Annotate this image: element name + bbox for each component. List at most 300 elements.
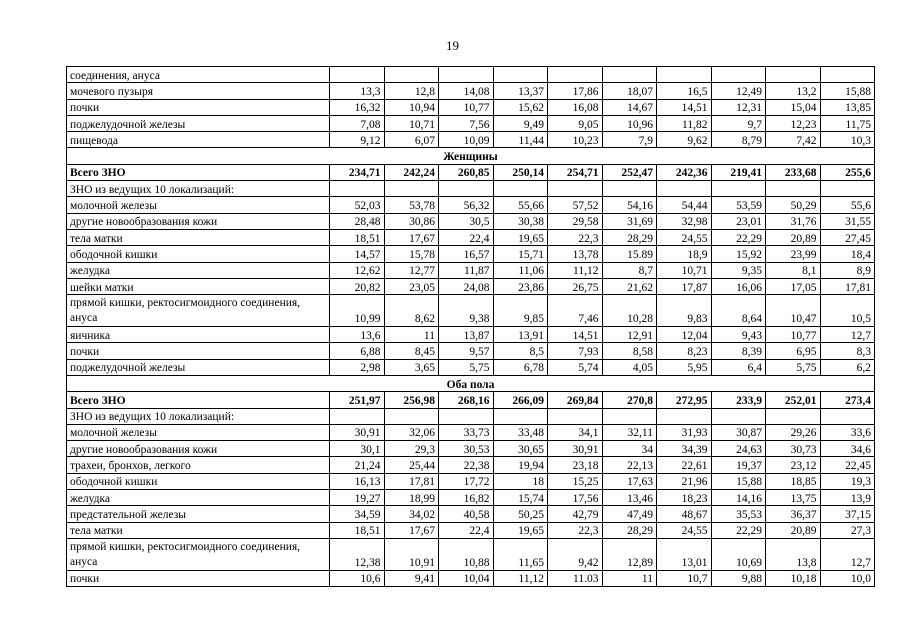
row-label: Всего ЗНО: [67, 164, 330, 180]
value-cell: 14,51: [548, 327, 603, 343]
value-cell: 251,97: [330, 392, 385, 408]
value-cell: 18,51: [330, 229, 385, 245]
value-cell: [820, 67, 875, 83]
table-row: [67, 229, 875, 245]
value-cell: 7,9: [602, 132, 657, 148]
value-cell: 30,65: [493, 441, 548, 457]
value-cell: 15,25: [548, 473, 603, 489]
value-cell: 21,62: [602, 278, 657, 294]
value-cell: 32,98: [657, 213, 712, 229]
value-cell: 13,8: [766, 538, 821, 570]
value-cell: 10,7: [657, 570, 712, 586]
value-cell: 32,06: [384, 424, 439, 440]
value-cell: [439, 408, 494, 424]
value-cell: 16,82: [439, 490, 494, 506]
value-cell: 24,55: [657, 522, 712, 538]
table-row: [67, 278, 875, 294]
value-cell: 20,89: [766, 522, 821, 538]
value-cell: 12,04: [657, 327, 712, 343]
table-row: [67, 115, 875, 131]
value-cell: 8,62: [384, 295, 439, 327]
value-cell: 47,49: [602, 506, 657, 522]
table-row: [67, 441, 875, 457]
row-label: ободочной кишки: [67, 473, 330, 489]
value-cell: 22,29: [711, 522, 766, 538]
value-cell: 233,9: [711, 392, 766, 408]
value-cell: [439, 181, 494, 197]
value-cell: 20,82: [330, 278, 385, 294]
value-cell: 28,48: [330, 213, 385, 229]
value-cell: 10,23: [548, 132, 603, 148]
value-cell: 6,07: [384, 132, 439, 148]
value-cell: 15,74: [493, 490, 548, 506]
table-row: [67, 457, 875, 473]
value-cell: [820, 408, 875, 424]
value-cell: [602, 181, 657, 197]
value-cell: 12,49: [711, 83, 766, 99]
value-cell: 5,74: [548, 359, 603, 375]
section-header-row: [67, 375, 875, 391]
value-cell: 50,29: [766, 197, 821, 213]
value-cell: 17,81: [384, 473, 439, 489]
value-cell: 57,52: [548, 197, 603, 213]
value-cell: 12,38: [330, 538, 385, 570]
value-cell: 10,91: [384, 538, 439, 570]
row-label: желудка: [67, 262, 330, 278]
value-cell: 17,63: [602, 473, 657, 489]
value-cell: 15,92: [711, 246, 766, 262]
value-cell: 10,94: [384, 99, 439, 115]
row-label: молочной железы: [67, 424, 330, 440]
value-cell: [548, 67, 603, 83]
row-label: мочевого пузыря: [67, 83, 330, 99]
value-cell: 23,01: [711, 213, 766, 229]
value-cell: 32,11: [602, 424, 657, 440]
value-cell: 11: [384, 327, 439, 343]
value-cell: 219,41: [711, 164, 766, 180]
row-label: почки: [67, 343, 330, 359]
value-cell: 22,29: [711, 229, 766, 245]
value-cell: 6,88: [330, 343, 385, 359]
value-cell: 7,46: [548, 295, 603, 327]
value-cell: 10,47: [766, 295, 821, 327]
value-cell: 18: [493, 473, 548, 489]
value-cell: 13,75: [766, 490, 821, 506]
table-row: [67, 213, 875, 229]
value-cell: 260,85: [439, 164, 494, 180]
value-cell: 21,96: [657, 473, 712, 489]
row-label: Всего ЗНО: [67, 392, 330, 408]
value-cell: 13,46: [602, 490, 657, 506]
value-cell: 272,95: [657, 392, 712, 408]
value-cell: [548, 408, 603, 424]
value-cell: 12,8: [384, 83, 439, 99]
value-cell: 12,23: [766, 115, 821, 131]
value-cell: 8,58: [602, 343, 657, 359]
value-cell: 8,79: [711, 132, 766, 148]
value-cell: 12,7: [820, 538, 875, 570]
value-cell: [766, 181, 821, 197]
value-cell: 15,88: [711, 473, 766, 489]
value-cell: 252,01: [766, 392, 821, 408]
value-cell: 27,3: [820, 522, 875, 538]
value-cell: 30,91: [330, 424, 385, 440]
value-cell: 6,4: [711, 359, 766, 375]
value-cell: [602, 408, 657, 424]
value-cell: 28,29: [602, 229, 657, 245]
value-cell: 11: [602, 570, 657, 586]
value-cell: 34,1: [548, 424, 603, 440]
row-label: поджелудочной железы: [67, 359, 330, 375]
value-cell: 9,88: [711, 570, 766, 586]
value-cell: 16,13: [330, 473, 385, 489]
value-cell: 15.89: [602, 246, 657, 262]
value-cell: 11.03: [548, 570, 603, 586]
table-row: [67, 473, 875, 489]
incidence-table: [66, 66, 875, 587]
value-cell: [711, 67, 766, 83]
value-cell: 3,65: [384, 359, 439, 375]
total-row: [67, 164, 875, 180]
value-cell: 33,6: [820, 424, 875, 440]
value-cell: 23,05: [384, 278, 439, 294]
value-cell: [602, 67, 657, 83]
value-cell: 54,44: [657, 197, 712, 213]
value-cell: [493, 181, 548, 197]
value-cell: 50,25: [493, 506, 548, 522]
value-cell: 11,82: [657, 115, 712, 131]
value-cell: [657, 181, 712, 197]
value-cell: 4,05: [602, 359, 657, 375]
value-cell: 34,39: [657, 441, 712, 457]
value-cell: 22,45: [820, 457, 875, 473]
value-cell: 22,61: [657, 457, 712, 473]
value-cell: 19,94: [493, 457, 548, 473]
value-cell: 24,55: [657, 229, 712, 245]
row-label: ЗНО из ведущих 10 локализаций:: [67, 181, 330, 197]
value-cell: [384, 181, 439, 197]
row-label: шейки матки: [67, 278, 330, 294]
section-title: Женщины: [67, 148, 875, 164]
table-row: [67, 506, 875, 522]
value-cell: 17,67: [384, 229, 439, 245]
value-cell: 33,48: [493, 424, 548, 440]
value-cell: 9,83: [657, 295, 712, 327]
row-label: поджелудочной железы: [67, 115, 330, 131]
value-cell: 20,89: [766, 229, 821, 245]
value-cell: 24,08: [439, 278, 494, 294]
value-cell: 17,56: [548, 490, 603, 506]
value-cell: 7,42: [766, 132, 821, 148]
value-cell: 29,58: [548, 213, 603, 229]
value-cell: [493, 408, 548, 424]
value-cell: 42,79: [548, 506, 603, 522]
row-label: другие новообразования кожи: [67, 441, 330, 457]
table-row: [67, 197, 875, 213]
value-cell: 8,1: [766, 262, 821, 278]
value-cell: 31,76: [766, 213, 821, 229]
value-cell: 21,24: [330, 457, 385, 473]
value-cell: 27,45: [820, 229, 875, 245]
value-cell: 31,69: [602, 213, 657, 229]
value-cell: 18,99: [384, 490, 439, 506]
value-cell: 30,91: [548, 441, 603, 457]
value-cell: 29,3: [384, 441, 439, 457]
table-row: [67, 570, 875, 586]
value-cell: 10,71: [657, 262, 712, 278]
row-label: предстательной железы: [67, 506, 330, 522]
value-cell: [657, 408, 712, 424]
value-cell: 11,65: [493, 538, 548, 570]
value-cell: 14,57: [330, 246, 385, 262]
value-cell: 10,96: [602, 115, 657, 131]
value-cell: 17,67: [384, 522, 439, 538]
value-cell: 15,71: [493, 246, 548, 262]
value-cell: 10,6: [330, 570, 385, 586]
value-cell: 19,65: [493, 522, 548, 538]
value-cell: 10,71: [384, 115, 439, 131]
value-cell: 35,53: [711, 506, 766, 522]
value-cell: 12,89: [602, 538, 657, 570]
value-cell: 10,18: [766, 570, 821, 586]
row-label: яичника: [67, 327, 330, 343]
value-cell: 9,62: [657, 132, 712, 148]
value-cell: 17,72: [439, 473, 494, 489]
value-cell: [820, 181, 875, 197]
value-cell: [711, 181, 766, 197]
value-cell: 9,49: [493, 115, 548, 131]
table-row: [67, 490, 875, 506]
value-cell: 10,28: [602, 295, 657, 327]
value-cell: 37,15: [820, 506, 875, 522]
value-cell: 13,2: [766, 83, 821, 99]
value-cell: 10,77: [439, 99, 494, 115]
value-cell: 13,85: [820, 99, 875, 115]
value-cell: 23,18: [548, 457, 603, 473]
value-cell: 255,6: [820, 164, 875, 180]
row-label: тела матки: [67, 229, 330, 245]
value-cell: [548, 181, 603, 197]
row-label: тела матки: [67, 522, 330, 538]
value-cell: 6,95: [766, 343, 821, 359]
value-cell: [439, 67, 494, 83]
table-row: [67, 522, 875, 538]
value-cell: 13,6: [330, 327, 385, 343]
table-row: [67, 181, 875, 197]
value-cell: 268,16: [439, 392, 494, 408]
value-cell: [330, 181, 385, 197]
value-cell: 8,3: [820, 343, 875, 359]
value-cell: 29,26: [766, 424, 821, 440]
value-cell: 12,91: [602, 327, 657, 343]
value-cell: 15,78: [384, 246, 439, 262]
value-cell: 18,51: [330, 522, 385, 538]
value-cell: 10,3: [820, 132, 875, 148]
value-cell: [330, 408, 385, 424]
value-cell: 28,29: [602, 522, 657, 538]
value-cell: 270,8: [602, 392, 657, 408]
value-cell: 9,38: [439, 295, 494, 327]
value-cell: 56,32: [439, 197, 494, 213]
value-cell: 13,01: [657, 538, 712, 570]
value-cell: 9,57: [439, 343, 494, 359]
value-cell: 40,58: [439, 506, 494, 522]
value-cell: 5,75: [439, 359, 494, 375]
value-cell: 8,64: [711, 295, 766, 327]
table-row: [67, 83, 875, 99]
value-cell: 17,81: [820, 278, 875, 294]
table-row: [67, 343, 875, 359]
value-cell: 12,62: [330, 262, 385, 278]
value-cell: 8,23: [657, 343, 712, 359]
value-cell: 9,12: [330, 132, 385, 148]
value-cell: 269,84: [548, 392, 603, 408]
total-row: [67, 392, 875, 408]
value-cell: 33,73: [439, 424, 494, 440]
value-cell: 10,69: [711, 538, 766, 570]
value-cell: 266,09: [493, 392, 548, 408]
value-cell: 18,9: [657, 246, 712, 262]
value-cell: 17,05: [766, 278, 821, 294]
value-cell: 53,78: [384, 197, 439, 213]
value-cell: 14,08: [439, 83, 494, 99]
value-cell: 10,77: [766, 327, 821, 343]
value-cell: [493, 67, 548, 83]
value-cell: [330, 67, 385, 83]
value-cell: 48,67: [657, 506, 712, 522]
value-cell: 30,73: [766, 441, 821, 457]
value-cell: 34,6: [820, 441, 875, 457]
value-cell: 30,86: [384, 213, 439, 229]
value-cell: 25,44: [384, 457, 439, 473]
row-label: соединения, ануса: [67, 67, 330, 83]
value-cell: 8,9: [820, 262, 875, 278]
table-row: [67, 99, 875, 115]
value-cell: 19,65: [493, 229, 548, 245]
value-cell: 31,55: [820, 213, 875, 229]
value-cell: 234,71: [330, 164, 385, 180]
table-row: [67, 262, 875, 278]
value-cell: 22,13: [602, 457, 657, 473]
value-cell: [384, 408, 439, 424]
value-cell: 12,7: [820, 327, 875, 343]
value-cell: 23,99: [766, 246, 821, 262]
section-header-row: [67, 148, 875, 164]
value-cell: 7,08: [330, 115, 385, 131]
value-cell: 19,27: [330, 490, 385, 506]
table-row: [67, 538, 875, 570]
value-cell: 17,86: [548, 83, 603, 99]
value-cell: 16,32: [330, 99, 385, 115]
value-cell: 254,71: [548, 164, 603, 180]
row-label: молочной железы: [67, 197, 330, 213]
value-cell: 18,23: [657, 490, 712, 506]
value-cell: 252,47: [602, 164, 657, 180]
value-cell: 273,4: [820, 392, 875, 408]
value-cell: 9,43: [711, 327, 766, 343]
value-cell: 13,37: [493, 83, 548, 99]
value-cell: 12,31: [711, 99, 766, 115]
row-label: пищевода: [67, 132, 330, 148]
value-cell: 22,3: [548, 229, 603, 245]
value-cell: 250,14: [493, 164, 548, 180]
value-cell: 9,41: [384, 570, 439, 586]
value-cell: 19,37: [711, 457, 766, 473]
value-cell: 9,05: [548, 115, 603, 131]
value-cell: 8,5: [493, 343, 548, 359]
value-cell: 14,16: [711, 490, 766, 506]
value-cell: 31,93: [657, 424, 712, 440]
value-cell: 7,56: [439, 115, 494, 131]
value-cell: 22,3: [548, 522, 603, 538]
table-row: [67, 67, 875, 83]
value-cell: [657, 67, 712, 83]
value-cell: 10,04: [439, 570, 494, 586]
value-cell: 5,75: [766, 359, 821, 375]
value-cell: 11,12: [548, 262, 603, 278]
value-cell: 6,2: [820, 359, 875, 375]
value-cell: 10,0: [820, 570, 875, 586]
value-cell: 10,99: [330, 295, 385, 327]
value-cell: 19,3: [820, 473, 875, 489]
value-cell: 22,38: [439, 457, 494, 473]
value-cell: 30,5: [439, 213, 494, 229]
value-cell: 26,75: [548, 278, 603, 294]
value-cell: 22,4: [439, 522, 494, 538]
value-cell: 16,5: [657, 83, 712, 99]
value-cell: 17,87: [657, 278, 712, 294]
value-cell: 10,88: [439, 538, 494, 570]
value-cell: 13,3: [330, 83, 385, 99]
value-cell: 55,66: [493, 197, 548, 213]
value-cell: 13,87: [439, 327, 494, 343]
value-cell: [384, 67, 439, 83]
value-cell: 36,37: [766, 506, 821, 522]
value-cell: 12,77: [384, 262, 439, 278]
value-cell: 256,98: [384, 392, 439, 408]
value-cell: [766, 408, 821, 424]
value-cell: 233,68: [766, 164, 821, 180]
value-cell: 10,5: [820, 295, 875, 327]
row-label: ободочной кишки: [67, 246, 330, 262]
value-cell: [766, 67, 821, 83]
value-cell: 18,07: [602, 83, 657, 99]
table-row: [67, 327, 875, 343]
value-cell: 8,45: [384, 343, 439, 359]
table-row: [67, 132, 875, 148]
value-cell: 5,95: [657, 359, 712, 375]
value-cell: 34: [602, 441, 657, 457]
value-cell: 23,86: [493, 278, 548, 294]
value-cell: 9,7: [711, 115, 766, 131]
row-label: трахеи, бронхов, легкого: [67, 457, 330, 473]
value-cell: 242,36: [657, 164, 712, 180]
value-cell: 22,4: [439, 229, 494, 245]
value-cell: 10,09: [439, 132, 494, 148]
value-cell: 11,12: [493, 570, 548, 586]
value-cell: 16,57: [439, 246, 494, 262]
table-row: [67, 295, 875, 327]
value-cell: [711, 408, 766, 424]
value-cell: 16,06: [711, 278, 766, 294]
row-label: прямой кишки, ректосигмоидного соединения, ануса: [67, 538, 330, 570]
value-cell: 11,75: [820, 115, 875, 131]
table-row: [67, 359, 875, 375]
table-row: [67, 424, 875, 440]
value-cell: 2,98: [330, 359, 385, 375]
row-label: другие новообразования кожи: [67, 213, 330, 229]
table-row: [67, 246, 875, 262]
